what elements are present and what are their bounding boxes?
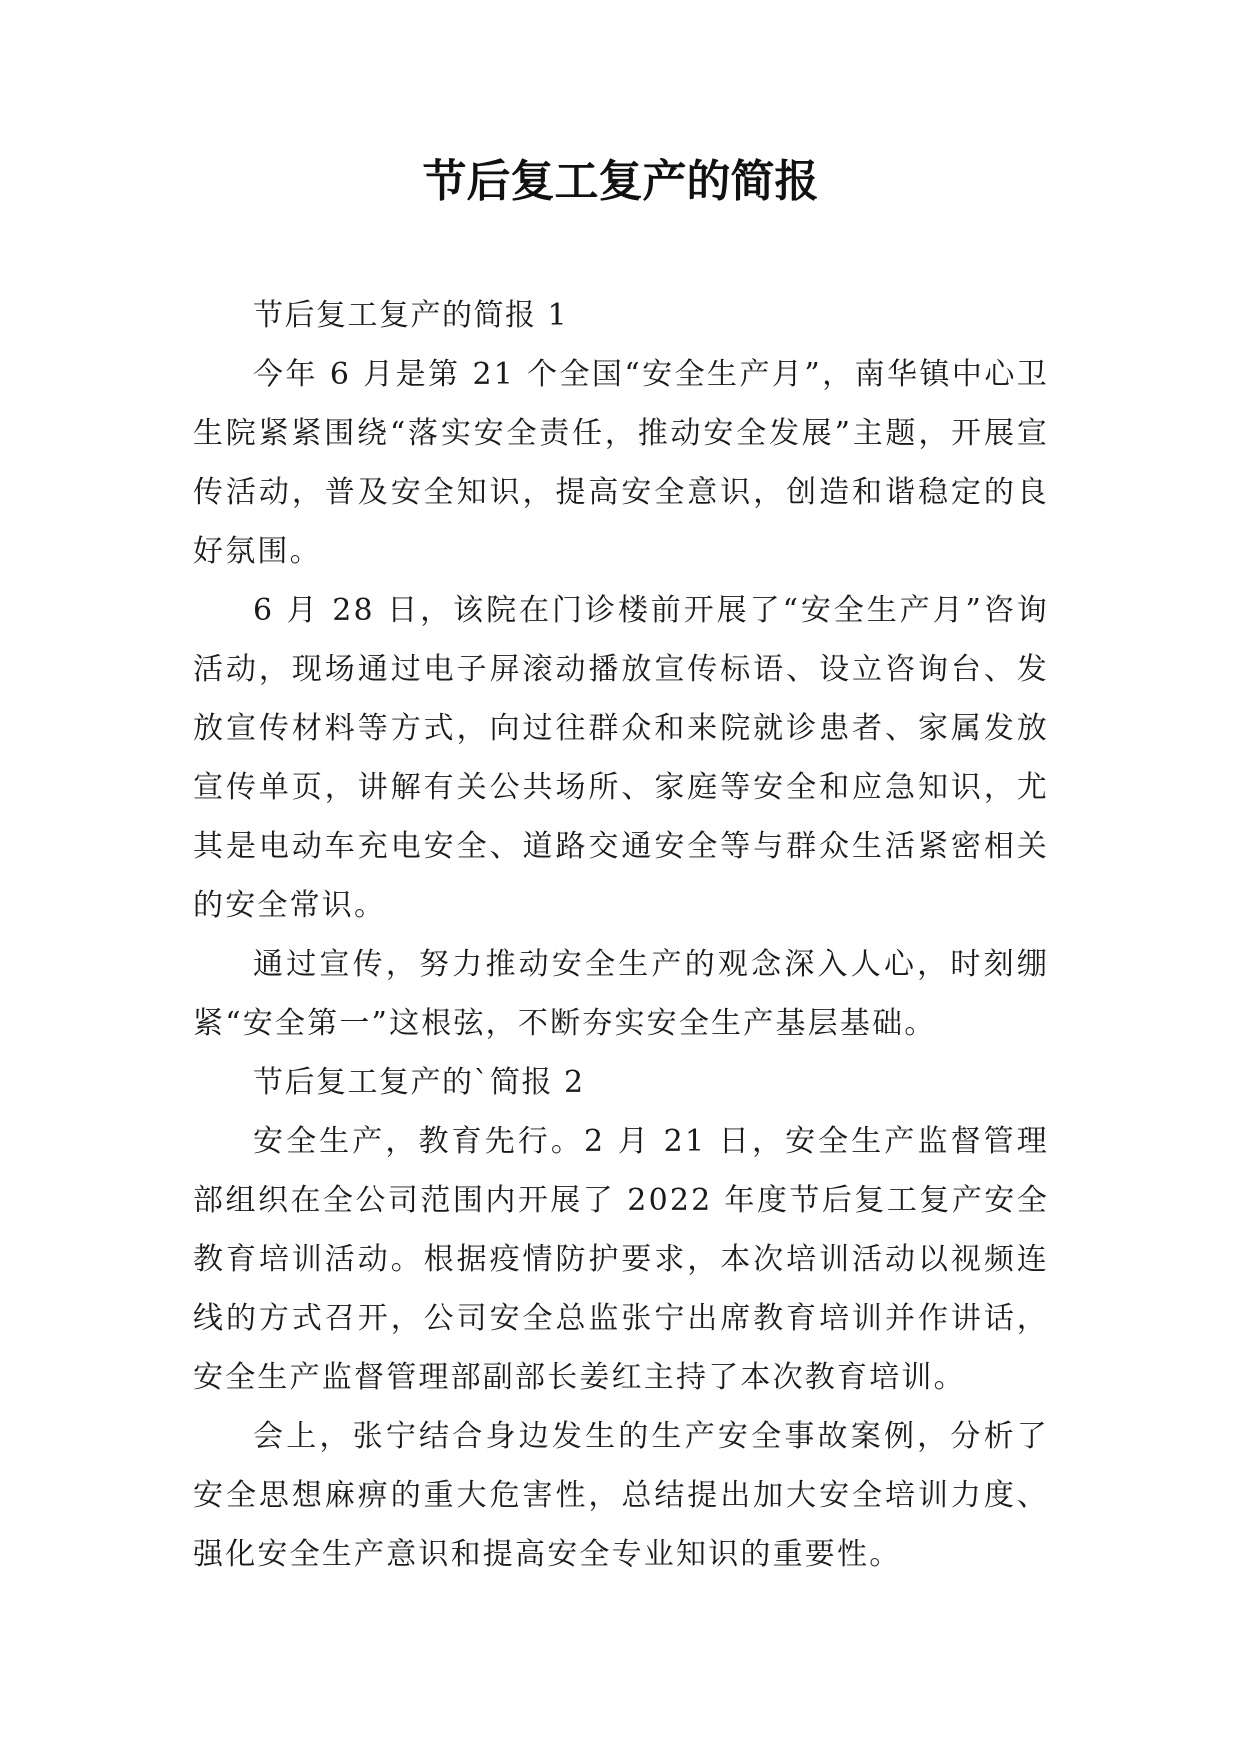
section-heading-1: 节后复工复产的简报 1 [253, 298, 569, 333]
document-title: 节后复工复产的简报 [422, 156, 819, 207]
paragraph: 安全生产，教育先行。2 月 21 日，安全生产监督管理部组织在全公司范围内开展了 2022 年度节后复工复产安全教育培训活动。根据疫情防护要求，本次培训活动以视频连线的方式召开，公司安全总监张宁出席教育培训并作讲话，安全生产监督管理部副部长姜红主持了本次教育培训。 [193, 1124, 1049, 1395]
paragraph: 会上，张宁结合身边发生的生产安全事故案例，分析了安全思想麻痹的重大危害性，总结提出加大安全培训力度、强化安全生产意识和提高安全专业知识的重要性。 [193, 1419, 1049, 1572]
section-heading-2: 节后复工复产的`简报 2 [253, 1065, 585, 1100]
paragraph: 6 月 28 日，该院在门诊楼前开展了“安全生产月”咨询活动，现场通过电子屏滚动播放宣传标语、设立咨询台、发放宣传材料等方式，向过往群众和来院就诊患者、家属发放宣传单页，讲解有关公共场所、家庭等安全和应急知识，尤其是电动车充电安全、道路交通安全等与群众生活紧密相关的安全常识。 [193, 593, 1049, 923]
paragraph: 通过宣传，努力推动安全生产的观念深入人心，时刻绷紧“安全第一”这根弦，不断夯实安全生产基层基础。 [193, 947, 1049, 1041]
paragraph: 今年 6 月是第 21 个全国“安全生产月”，南华镇中心卫生院紧紧围绕“落实安全责任，推动安全发展”主题，开展宣传活动，普及安全知识，提高安全意识，创造和谐稳定的良好氛围。 [193, 357, 1049, 569]
document-body [193, 286, 1049, 1584]
